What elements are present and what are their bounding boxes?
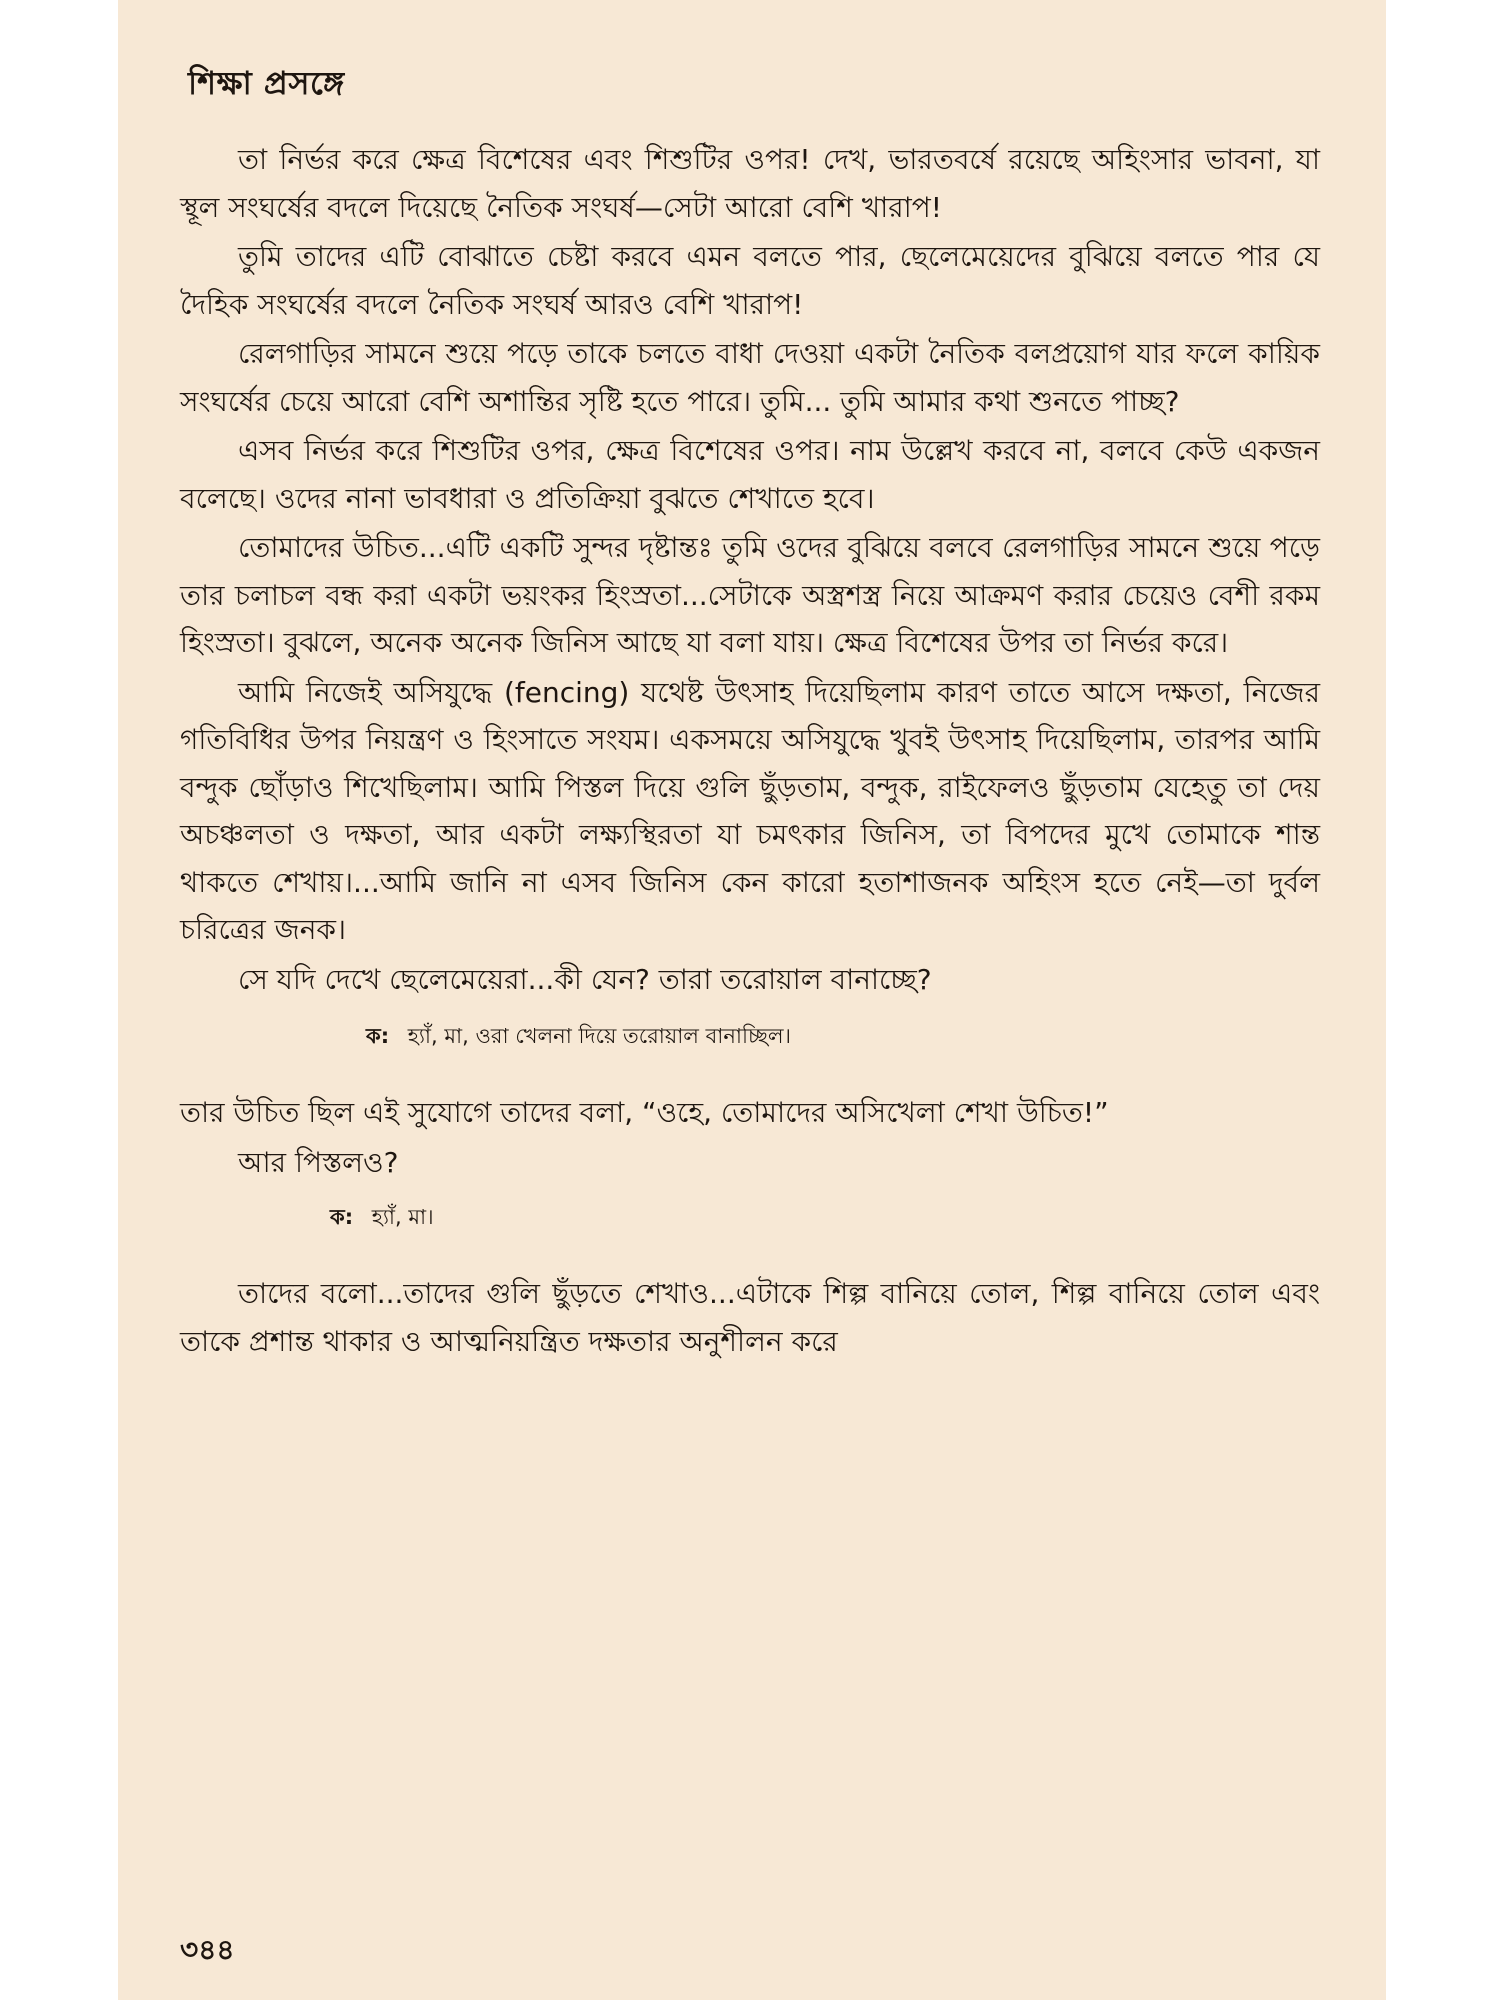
dialog-text: হ্যাঁ, মা, ওরা খেলনা দিয়ে তরোয়াল বানাচ্ছিল। bbox=[407, 1024, 792, 1048]
paragraph-5: তোমাদের উচিত...এটি একটি সুন্দর দৃষ্টান্তঃ তুমি ওদের বুঝিয়ে বলবে রেলগাড়ির সামনে শুয়ে পড়ে তার চলাচল বন্ধ করা একটা ভয়ংকর হিংস্রতা...সেটাকে অস্ত্রশস্ত্র নিয়ে আক্রমণ করার চেয়েও বেশী রকম হিংস্রতা। বুঝলে, অনেক অনেক জিনিস আছে যা বলা যায়। ক্ষেত্র বিশেষের উপর তা নির্ভর করে। bbox=[180, 531, 1320, 659]
dialog-speaker: ক: bbox=[366, 1024, 390, 1048]
paragraph-2: তুমি তাদের এটি বোঝাতে চেষ্টা করবে এমন বলতে পার, ছেলেমেয়েদের বুঝিয়ে বলতে পার যে দৈহিক সংঘর্ষের বদলে নৈতিক সংঘর্ষ আরও বেশি খারাপ! bbox=[180, 240, 1320, 321]
paragraph-7: সে যদি দেখে ছেলেমেয়েরা...কী যেন? তারা তরোয়াল বানাচ্ছে? bbox=[238, 962, 932, 996]
dialog-speaker: ক: bbox=[330, 1205, 354, 1229]
paragraph-4: এসব নির্ভর করে শিশুটির ওপর, ক্ষেত্র বিশেষের ওপর। নাম উল্লেখ করবে না, বলবে কেউ একজন বলেছে। ওদের নানা ভাবধারা ও প্রতিক্রিয়া বুঝতে শেখাতে হবে। bbox=[180, 434, 1320, 515]
dialog-text: হ্যাঁ, মা। bbox=[371, 1205, 434, 1229]
paragraph-8: তার উচিত ছিল এই সুযোগে তাদের বলা, “ওহে, তোমাদের অসিখেলা শেখা উচিত!” bbox=[180, 1096, 1109, 1129]
paragraph-final: তাদের বলো...তাদের গুলি ছুঁড়তে শেখাও...এটাকে শিল্প বানিয়ে তোল, শিল্প বানিয়ে তোল এবং তাকে প্রশান্ত থাকার ও আত্মনিয়ন্ত্রিত দক্ষতার অনুশীলন করে bbox=[180, 1277, 1320, 1358]
book-page bbox=[118, 0, 1386, 2000]
dialog-line-1 bbox=[180, 1013, 1320, 1059]
paragraph-6: আমি নিজেই অসিযুদ্ধে (fencing) যথেষ্ট উৎসাহ দিয়েছিলাম কারণ তাতে আসে দক্ষতা, নিজের গতিবিধির উপর নিয়ন্ত্রণ ও হিংসাতে সংযম। একসময়ে অসিযুদ্ধে খুবই উৎসাহ দিয়েছিলাম, তারপর আমি বন্দুক ছোঁড়াও শিখেছিলাম। আমি পিস্তল দিয়ে গুলি ছুঁড়তাম, বন্দুক, রাইফেলও ছুঁড়তাম যেহেতু তা দেয় অচঞ্চলতা ও দক্ষতা, আর একটা লক্ষ্যস্থিরতা যা চমৎকার জিনিস, তা বিপদের মুখে তোমাকে শান্ত থাকতে শেখায়।...আমি জানি না এসব জিনিস কেন কারো হতাশাজনক অহিংস হতে নেই—তা দুর্বল চরিত্রের জনক। bbox=[180, 675, 1320, 946]
paragraph-3: রেলগাড়ির সামনে শুয়ে পড়ে তাকে চলতে বাধা দেওয়া একটা নৈতিক বলপ্রয়োগ যার ফলে কায়িক সংঘর্ষের চেয়ে আরো বেশি অশান্তির সৃষ্টি হতে পারে। তুমি... তুমি আমার কথা শুনতে পাচ্ছ? bbox=[180, 337, 1320, 418]
page-body bbox=[180, 136, 1320, 1367]
dialog-line-2 bbox=[180, 1194, 1320, 1240]
running-header: শিক্ষা প্রসঙ্গে bbox=[188, 64, 345, 102]
page-number: ৩৪৪ bbox=[180, 1933, 235, 1966]
paragraph-question: আর পিস্তলও? bbox=[238, 1145, 399, 1179]
paragraph-1: তা নির্ভর করে ক্ষেত্র বিশেষের এবং শিশুটির ওপর! দেখ, ভারতবর্ষে রয়েছে অহিংসার ভাবনা, যা স্থূল সংঘর্ষের বদলে দিয়েছে নৈতিক সংঘর্ষ—সেটা আরো বেশি খারাপ! bbox=[180, 143, 1320, 224]
